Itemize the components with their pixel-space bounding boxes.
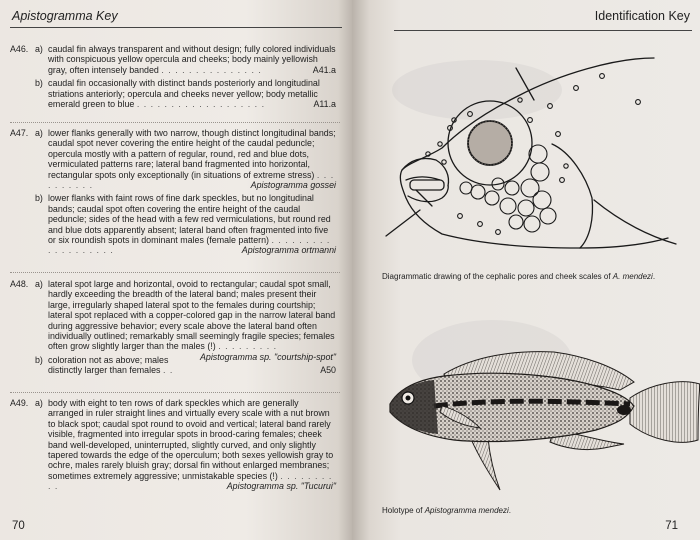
couplet-number: A46. bbox=[10, 44, 29, 54]
page-number-left: 70 bbox=[12, 520, 25, 532]
option-letter: b) bbox=[35, 193, 43, 204]
couplet-a46-b: b) caudal fin occasionally with distinct bands posteriorly and longitudinal striations anteriorly; opercula and cheeks never yellow; body metallic emerald green to blue . . . . . . . . . . . . . . . . . . . A11.a bbox=[35, 78, 336, 110]
option-result-link[interactable]: A41.a bbox=[312, 64, 336, 75]
option-letter: a) bbox=[35, 279, 43, 289]
option-text: caudal fin occasionally with distinct bands posteriorly and longitudinal striations anteriorly; opercula and cheeks never yellow; body metallic emerald green to blue bbox=[48, 78, 320, 110]
couplet-a48-a: A48. a) lateral spot large and horizontal, ovoid to rectangular; caudal spot small, hardly exceeding the breadth of the lateral band; males present their large, irregularly shaped lateral spot to the females during courtship; lateral spot replaced with a copper-colored gap in the narrow lateral band during aggressive behavior; every scale above the lateral band often individually outlined; remarkably small seemingly fragile species; females often grow slightly larger than the males (!) . . . . . . . . . Apistogramma sp. "courtship-spot" bbox=[10, 279, 336, 362]
couplet-a47-b: b) lower flanks with faint rows of fine dark speckles, but no longitudinal bands; caudal spot often covering the entire height of the caudal peduncle; sides of the head with a few red vermiculations, but round red and blue dots apparently absent; lateral band often fragmented into five or six roundish spots in dominant males (female pattern) . . . . . . . . . . . . . . . . . . . Apistogramma ortmanni bbox=[35, 193, 336, 256]
couplet-a49 bbox=[10, 398, 336, 492]
option-text: body with eight to ten rows of dark speckles which are generally arranged in ruler straight lines and virtually every scale with a nut brown to black spot; caudal spot round to ovoid and vertical; lateral band rarely visible, fragmented into irregular spots in brood-caring females; cheek band well-developed, uninterrupted, slightly curved, and only slightly tapered towards the edge of the operculum; both sexes yellowish gray to ochre, males rarely bluish gray; dorsal fin without enlarged membranes; sometimes extremely aggressive; unmistakable species (!) bbox=[48, 398, 334, 481]
option-text: lateral spot large and horizontal, ovoid to rectangular; caudal spot small, hardly exceeding the breadth of the lateral band; males present their large, irregularly shaped lateral spot to the females during courtship; lateral spot replaced with a copper-colored gap in the narrow lateral band during aggressive behavior; every scale above the lateral band often individually outlined; remarkably small seemingly fragile species; females often grow slightly larger than the males (!) bbox=[48, 279, 336, 352]
option-text: lower flanks with faint rows of fine dark speckles, but no longitudinal bands; caudal spot often covering the entire height of the caudal peduncle; sides of the head with a few red vermiculations, but round red and blue dots apparently absent; lateral band often fragmented into five or six roundish spots in dominant males (female pattern) bbox=[48, 193, 331, 246]
option-letter: a) bbox=[35, 44, 43, 54]
page-number-right: 71 bbox=[665, 520, 678, 532]
option-result-link[interactable]: A50 bbox=[320, 365, 336, 376]
cephalic-pores-diagram bbox=[380, 48, 690, 268]
couplet-separator bbox=[10, 272, 340, 273]
couplet-separator bbox=[10, 122, 340, 123]
option-letter: a) bbox=[35, 128, 43, 138]
header-rule-right bbox=[394, 30, 692, 31]
option-letter: b) bbox=[35, 354, 43, 365]
couplet-a48-b: b) coloration not as above; males distinctly larger than females . . A50 bbox=[35, 354, 336, 376]
figure-caption-holotype: Holotype of Apistogramma mendezi. bbox=[382, 506, 511, 515]
option-result-link[interactable]: A11.a bbox=[313, 99, 336, 110]
option-letter: b) bbox=[35, 78, 43, 89]
option-text: coloration not as above; males distinctly larger than females bbox=[48, 354, 169, 376]
running-head-left: Apistogramma Key bbox=[12, 9, 118, 23]
header-rule-left bbox=[10, 27, 342, 28]
couplet-separator bbox=[10, 392, 340, 393]
couplet-a46 bbox=[10, 44, 336, 109]
couplet-a47-a: A47. a) lower flanks generally with two narrow, though distinct longitudinal bands; caudal spot never covering the entire height of the caudal peduncle; opercula mostly with a pattern of regular, round, red and blue dots, vermiculated patterns rare; lateral band fragmented into horizontal, rectangular spots only exceptionally (in situations of extreme stress) . . . . . . . . . . Apistogramma gossei bbox=[10, 128, 336, 191]
couplet-number: A48. bbox=[10, 279, 29, 289]
option-text: caudal fin always transparent and without design; fully colored individuals with conspicuous yellow opercula and cheeks; body mainly yellowish gray, often intensely banded bbox=[48, 44, 336, 75]
couplet-a46-a: A46. a) caudal fin always transparent and without design; fully colored individuals with conspicuous yellow opercula and cheeks; body mainly yellowish gray, often intensely banded . . . . . . . . . . . . . . . A41.a bbox=[10, 44, 336, 75]
couplet-number: A47. bbox=[10, 128, 29, 138]
option-result-species[interactable]: Apistogramma ortmanni bbox=[241, 245, 336, 256]
couplet-a49-a: A49. a) body with eight to ten rows of dark speckles which are generally arranged in ruler straight lines and virtually every scale with a nut brown to black spot; caudal spot round to ovoid and vertical; lateral band rarely visible, fragmented into irregular spots in brood-caring females; cheek band well-developed, uninterrupted, slightly curved, and only slightly tapered towards the edge of the operculum; both sexes yellowish gray to ochre, males rarely bluish gray; dorsal fin without enlarged membranes; sometimes extremely aggressive; unmistakable species (!) . . . . . . . . . . Apistogramma sp. "Tucurui" bbox=[10, 398, 336, 492]
running-head-right: Identification Key bbox=[594, 9, 690, 23]
figure-caption-diagram: Diagrammatic drawing of the cephalic pores and cheek scales of A. mendezi. bbox=[382, 272, 656, 281]
option-result-species[interactable]: Apistogramma sp. "Tucurui" bbox=[226, 481, 336, 492]
option-result-species[interactable]: Apistogramma gossei bbox=[250, 180, 336, 191]
option-letter: a) bbox=[35, 398, 43, 408]
couplet-a48 bbox=[10, 279, 336, 376]
option-result-species[interactable]: Apistogramma sp. "courtship-spot" bbox=[199, 351, 336, 362]
couplet-number: A49. bbox=[10, 398, 29, 408]
right-page bbox=[352, 0, 700, 540]
holotype-illustration bbox=[384, 348, 700, 508]
option-text: lower flanks generally with two narrow, though distinct longitudinal bands; caudal spot never covering the entire height of the caudal peduncle; opercula mostly with a pattern of regular, round, red and blue dots, vermiculated patterns rare; lateral band fragmented into horizontal, rectangular spots only exceptionally (in situations of extreme stress) bbox=[48, 128, 336, 180]
couplet-a47 bbox=[10, 128, 336, 256]
